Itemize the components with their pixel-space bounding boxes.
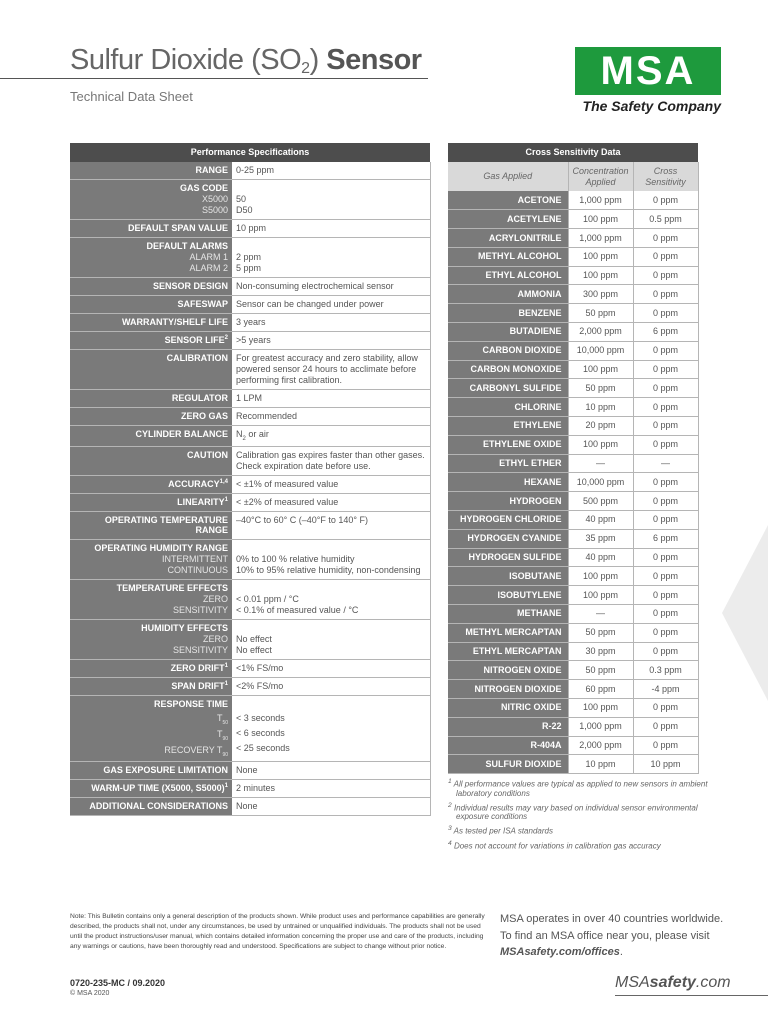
spec-row-span: DEFAULT SPAN VALUE 10 ppm <box>70 219 430 237</box>
cross-row <box>448 511 698 530</box>
cross-cell-gas: METHYL ALCOHOL <box>448 247 568 266</box>
cross-cell-conc: 10 ppm <box>568 398 633 417</box>
cross-cell-conc: 50 ppm <box>568 304 633 323</box>
spec-row-safeswap: SAFESWAP Sensor can be changed under power <box>70 295 430 313</box>
spec-row-alarms: DEFAULT ALARMS ALARM 1 ALARM 2 2 ppm 5 ppm <box>70 237 430 277</box>
spec-row-operating-humidity: OPERATING HUMIDITY RANGE INTERMITTENT CONTINUOUS 0% to 100 % relative humidity 10% to 95% relative humidity, non-condensing <box>70 540 430 580</box>
cross-row <box>448 680 698 699</box>
spec-row-zero-drift: ZERO DRIFT$^1$ <1% FS/mo <box>70 660 430 678</box>
cross-cell-gas: BUTADIENE <box>448 323 568 342</box>
page-subtitle: Technical Data Sheet <box>70 89 193 104</box>
cross-cell-conc: — <box>568 454 633 473</box>
cross-cell-conc: 100 ppm <box>568 699 633 718</box>
cross-row <box>448 492 698 511</box>
spec-row-span-drift: SPAN DRIFT$^1$ <2% FS/mo <box>70 678 430 696</box>
cross-row <box>448 642 698 661</box>
cross-cell-sens: 0 ppm <box>633 341 698 360</box>
cross-cell-conc: 30 ppm <box>568 642 633 661</box>
cross-row <box>448 435 698 454</box>
decorative-chevron <box>722 525 768 701</box>
cross-cell-sens: 0 ppm <box>633 699 698 718</box>
cross-cell-sens: 0 ppm <box>633 398 698 417</box>
spec-row-caution: CAUTION Calibration gas expires faster than other gases. Check expiration date before use. <box>70 446 430 475</box>
cross-cell-sens: 0 ppm <box>633 567 698 586</box>
cross-cell-sens: 0.5 ppm <box>633 210 698 229</box>
cross-cell-gas: HYDROGEN <box>448 492 568 511</box>
spec-row-range: RANGE 0-25 ppm <box>70 162 430 179</box>
spec-row-zero-gas: ZERO GAS Recommended <box>70 407 430 425</box>
cross-row <box>448 454 698 473</box>
cross-row <box>448 417 698 436</box>
cross-cell-conc: 50 ppm <box>568 623 633 642</box>
cross-cell-sens: 6 ppm <box>633 323 698 342</box>
cross-cell-conc: 40 ppm <box>568 511 633 530</box>
footnote-3: $^3$ As tested per ISA standards <box>448 825 553 836</box>
cross-row <box>448 548 698 567</box>
cross-cell-gas: ACETONE <box>448 191 568 210</box>
cross-cell-conc: 100 ppm <box>568 266 633 285</box>
spec-row-additional: ADDITIONAL CONSIDERATIONS None <box>70 797 430 815</box>
cross-row <box>448 210 698 229</box>
cross-cell-sens: 10 ppm <box>633 755 698 774</box>
cross-cell-gas: ETHYL MERCAPTAN <box>448 642 568 661</box>
cross-cell-gas: R-22 <box>448 717 568 736</box>
cross-cell-sens: 0 ppm <box>633 247 698 266</box>
spec-row-humidity-effects: HUMIDITY EFFECTS ZERO SENSITIVITY No effect No effect <box>70 620 430 660</box>
cross-row <box>448 473 698 492</box>
cross-cell-sens: 0 ppm <box>633 605 698 624</box>
cross-cell-gas: METHYL MERCAPTAN <box>448 623 568 642</box>
cross-cell-conc: 50 ppm <box>568 379 633 398</box>
footnote-4: $^4$ Does not account for variations in calibration gas accuracy <box>448 839 661 851</box>
cross-cell-sens: — <box>633 454 698 473</box>
cross-row <box>448 605 698 624</box>
cross-cell-conc: 100 ppm <box>568 435 633 454</box>
cross-row <box>448 304 698 323</box>
cross-cell-gas: AMMONIA <box>448 285 568 304</box>
cross-cell-conc: 20 ppm <box>568 417 633 436</box>
cross-row <box>448 398 698 417</box>
cross-row <box>448 586 698 605</box>
spec-row-calibration: CALIBRATION For greatest accuracy and zero stability, allow powered sensor 24 hours to acclimate before performing first calibration. <box>70 349 430 389</box>
cross-cell-sens: -4 ppm <box>633 680 698 699</box>
spec-row-life: SENSOR LIFE$^2$ >5 years <box>70 331 430 349</box>
cross-row <box>448 229 698 248</box>
cross-cell-conc: 60 ppm <box>568 680 633 699</box>
spec-row-operating-temp: OPERATING TEMPERATURE RANGE –40°C to 60° C (–40°F to 140° F) <box>70 511 430 540</box>
spec-row-response-time: RESPONSE TIME $T_{50}$ $T_{90}$ RECOVERY $T_{90}$ < 3 seconds < 6 seconds < 25 seconds <box>70 696 430 762</box>
cross-cell-sens: 0 ppm <box>633 417 698 436</box>
spec-row-warranty: WARRANTY/SHELF LIFE 3 years <box>70 313 430 331</box>
cross-cell-conc: — <box>568 605 633 624</box>
copyright: © MSA 2020 <box>70 990 110 997</box>
cross-row <box>448 661 698 680</box>
cross-cell-conc: 10,000 ppm <box>568 341 633 360</box>
cross-row <box>448 736 698 755</box>
cross-row <box>448 341 698 360</box>
cross-cell-sens: 0 ppm <box>633 623 698 642</box>
col-gas-applied: Gas Applied <box>448 162 568 191</box>
cross-cell-gas: ETHYL ALCOHOL <box>448 266 568 285</box>
cross-cell-gas: ETHYLENE OXIDE <box>448 435 568 454</box>
cross-cell-sens: 0 ppm <box>633 511 698 530</box>
footnote-2: $^2$ Individual results may vary based on individual sensor environmental exposure conditions <box>448 801 698 822</box>
cross-cell-conc: 50 ppm <box>568 661 633 680</box>
cross-row <box>448 266 698 285</box>
cross-cell-gas: R-404A <box>448 736 568 755</box>
cross-cell-conc: 100 ppm <box>568 210 633 229</box>
cross-cell-conc: 100 ppm <box>568 567 633 586</box>
msa-offices-note: MSA operates in over 40 countries worldwide. To find an MSA office near you, please visit MSAsafety.com/offices. <box>500 913 724 958</box>
cross-cell-sens: 0 ppm <box>633 285 698 304</box>
cross-row <box>448 360 698 379</box>
cross-cell-conc: 1,000 ppm <box>568 229 633 248</box>
cross-heading: Cross Sensitivity Data <box>448 143 698 162</box>
spec-row-accuracy: ACCURACY$^{1,4}$ < ±1% of measured value <box>70 475 430 493</box>
cross-cell-sens: 0 ppm <box>633 492 698 511</box>
offices-link[interactable]: MSAsafety.com/offices <box>500 946 620 958</box>
cross-cell-sens: 0 ppm <box>633 191 698 210</box>
cross-row <box>448 755 698 774</box>
performance-heading: Performance Specifications <box>70 143 430 162</box>
cross-cell-gas: HYDROGEN SULFIDE <box>448 548 568 567</box>
cross-cell-conc: 2,000 ppm <box>568 736 633 755</box>
cross-cell-conc: 300 ppm <box>568 285 633 304</box>
cross-cell-conc: 1,000 ppm <box>568 717 633 736</box>
cross-cell-sens: 0 ppm <box>633 717 698 736</box>
document-number: 0720-235-MC / 09.2020 <box>70 978 166 988</box>
cross-cell-conc: 100 ppm <box>568 360 633 379</box>
cross-cell-gas: NITRIC OXIDE <box>448 699 568 718</box>
cross-cell-sens: 0 ppm <box>633 642 698 661</box>
cross-cell-sens: 0 ppm <box>633 586 698 605</box>
cross-cell-conc: 500 ppm <box>568 492 633 511</box>
spec-row-temperature-effects: TEMPERATURE EFFECTS ZERO SENSITIVITY < 0.01 ppm / °C < 0.1% of measured value / °C <box>70 580 430 620</box>
cross-cell-gas: NITROGEN OXIDE <box>448 661 568 680</box>
cross-cell-sens: 0 ppm <box>633 304 698 323</box>
cross-cell-sens: 0 ppm <box>633 473 698 492</box>
page-title: Sulfur Dioxide $(SO_2)$ Sensor <box>70 44 422 77</box>
cross-row <box>448 699 698 718</box>
disclaimer-note: Note: This Bulletin contains only a general description of the products shown. While product uses and performance capabilities are generally described, the products shall not, under any circumstances, be used by untrained or unqualified individuals. The products shall not be used until the product instructions/user manual, which contains detailed information concerning the proper use and care of the products, including any warnings or cautions, have been thoroughly read and understood. Specifications are subject to change without prior notice. <box>70 913 485 951</box>
cross-cell-gas: HYDROGEN CYANIDE <box>448 529 568 548</box>
cross-row <box>448 323 698 342</box>
cross-cell-gas: ETHYLENE <box>448 417 568 436</box>
cross-row <box>448 285 698 304</box>
cross-cell-sens: 0 ppm <box>633 360 698 379</box>
cross-cell-conc: 100 ppm <box>568 586 633 605</box>
cross-cell-sens: 0.3 ppm <box>633 661 698 680</box>
footnote-1: $^1$ All performance values are typical as applied to new sensors in ambient laboratory conditions <box>448 778 708 798</box>
cross-row <box>448 717 698 736</box>
cross-row <box>448 191 698 210</box>
website-link[interactable]: MSAsafety.com <box>615 974 731 991</box>
cross-cell-sens: 6 ppm <box>633 529 698 548</box>
footnotes <box>448 778 710 855</box>
cross-cell-gas: BENZENE <box>448 304 568 323</box>
cross-cell-gas: CARBONYL SULFIDE <box>448 379 568 398</box>
cross-cell-gas: ACETYLENE <box>448 210 568 229</box>
cross-cell-gas: HEXANE <box>448 473 568 492</box>
spec-row-linearity: LINEARITY$^1$ < ±2% of measured value <box>70 493 430 511</box>
cross-cell-sens: 0 ppm <box>633 736 698 755</box>
cross-cell-gas: CARBON DIOXIDE <box>448 341 568 360</box>
cross-cell-gas: HYDROGEN CHLORIDE <box>448 511 568 530</box>
cross-cell-sens: 0 ppm <box>633 435 698 454</box>
cross-row <box>448 623 698 642</box>
cross-cell-conc: 10 ppm <box>568 755 633 774</box>
cross-cell-gas: ETHYL ETHER <box>448 454 568 473</box>
col-cross-sensitivity: Cross Sensitivity <box>633 162 698 191</box>
msa-logo: MSA <box>575 47 721 95</box>
spec-row-design: SENSOR DESIGN Non-consuming electrochemical sensor <box>70 277 430 295</box>
cross-cell-gas: CARBON MONOXIDE <box>448 360 568 379</box>
cross-cell-conc: 1,000 ppm <box>568 191 633 210</box>
spec-row-gas-code: GAS CODE X5000 S5000 50 D50 <box>70 179 430 219</box>
col-concentration: Concentration Applied <box>568 162 633 191</box>
cross-cell-gas: ISOBUTYLENE <box>448 586 568 605</box>
cross-cell-sens: 0 ppm <box>633 229 698 248</box>
cross-cell-gas: NITROGEN DIOXIDE <box>448 680 568 699</box>
logo-tagline: The Safety Company <box>582 98 721 114</box>
cross-row <box>448 529 698 548</box>
cross-cell-gas: CHLORINE <box>448 398 568 417</box>
cross-cell-sens: 0 ppm <box>633 266 698 285</box>
spec-row-exposure: GAS EXPOSURE LIMITATION None <box>70 761 430 779</box>
cross-cell-gas: ACRYLONITRILE <box>448 229 568 248</box>
cross-cell-conc: 100 ppm <box>568 247 633 266</box>
cross-cell-conc: 2,000 ppm <box>568 323 633 342</box>
cross-cell-sens: 0 ppm <box>633 379 698 398</box>
spec-row-warmup: WARM-UP TIME (X5000, S5000)$^1$ 2 minutes <box>70 779 430 797</box>
cross-cell-conc: 10,000 ppm <box>568 473 633 492</box>
website-rule <box>615 995 768 996</box>
cross-cell-gas: ISOBUTANE <box>448 567 568 586</box>
cross-cell-gas: METHANE <box>448 605 568 624</box>
cross-cell-conc: 35 ppm <box>568 529 633 548</box>
cross-row <box>448 379 698 398</box>
cross-cell-gas: SULFUR DIOXIDE <box>448 755 568 774</box>
cross-sensitivity-table <box>448 143 699 774</box>
title-rule <box>0 78 428 79</box>
performance-specifications-table <box>70 143 431 816</box>
cross-cell-conc: 40 ppm <box>568 548 633 567</box>
cross-row <box>448 247 698 266</box>
cross-row <box>448 567 698 586</box>
spec-row-regulator: REGULATOR 1 LPM <box>70 389 430 407</box>
cross-cell-sens: 0 ppm <box>633 548 698 567</box>
spec-row-cylinder: CYLINDER BALANCE $N_2$ or air <box>70 425 430 446</box>
